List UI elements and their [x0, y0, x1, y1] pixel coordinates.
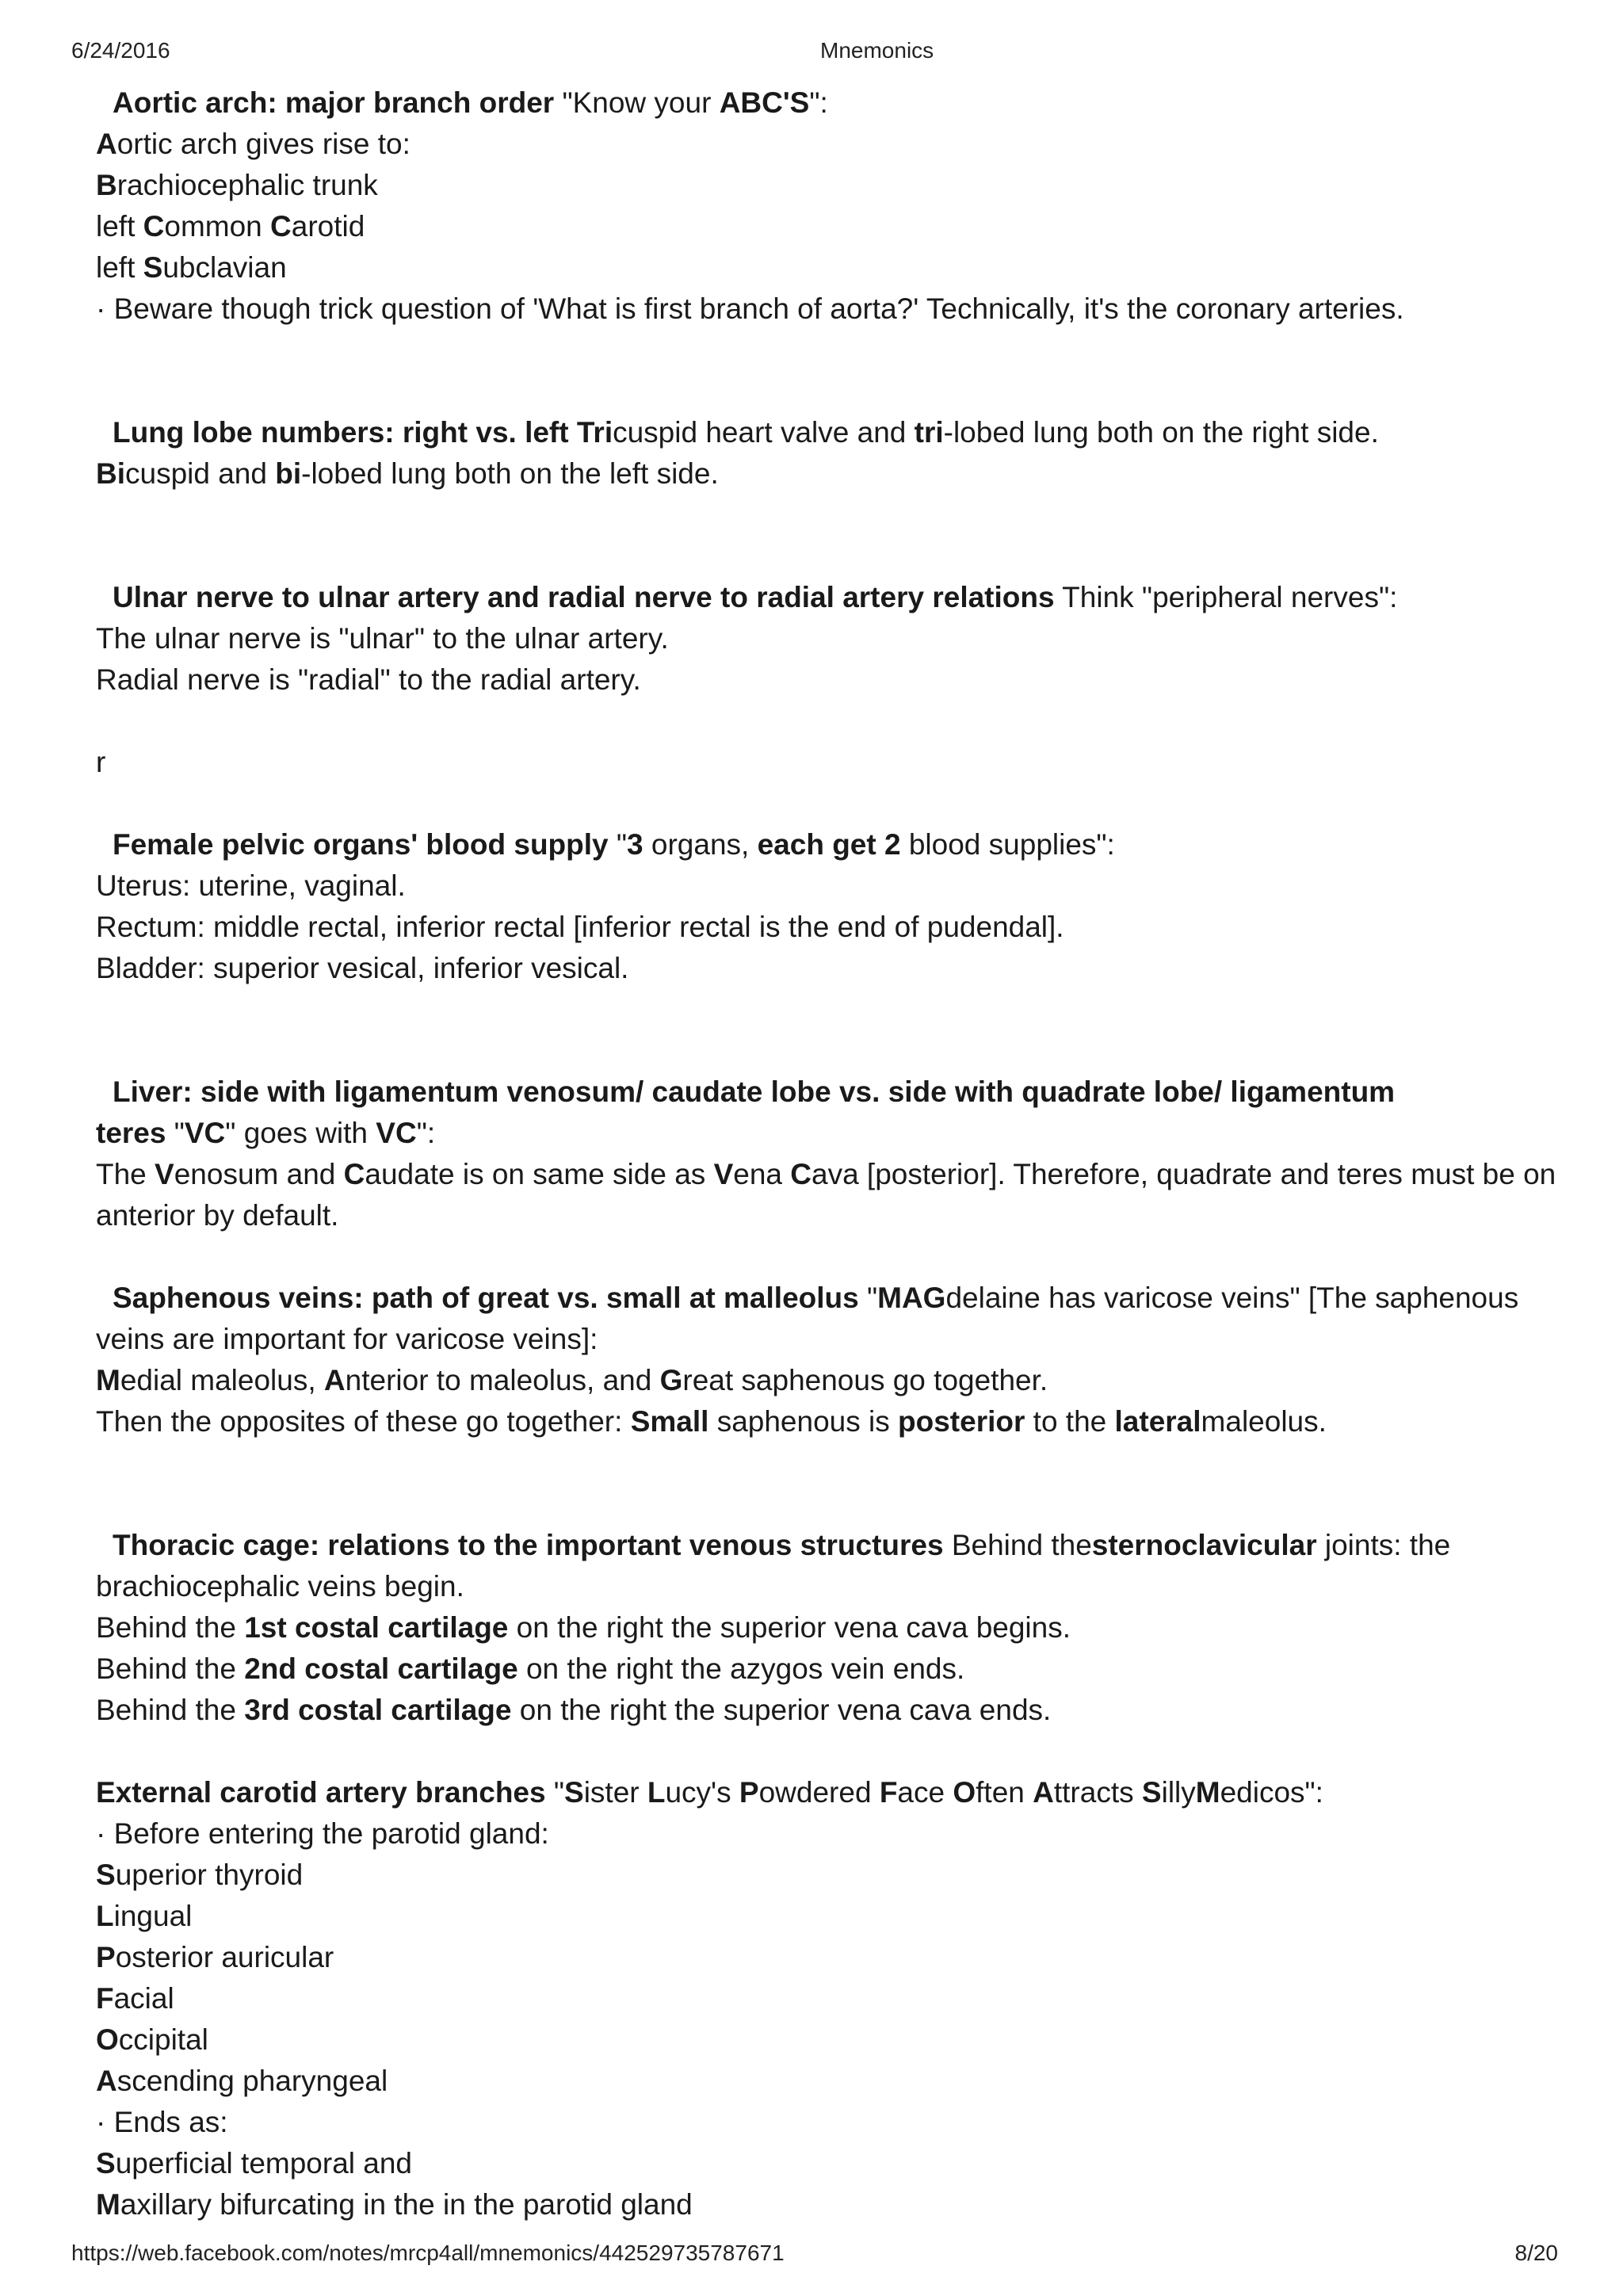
text-span: ortic arch gives rise to: — [116, 128, 411, 160]
lung-lobe-section — [96, 412, 1570, 495]
text-span: -lobed lung both on the right side. — [943, 416, 1379, 449]
text-span: uperficial temporal and — [115, 2147, 413, 2179]
text-line — [96, 2019, 1570, 2061]
text-line — [96, 453, 1570, 495]
text-line — [96, 165, 1570, 206]
text-line — [96, 1648, 1570, 1690]
bold-text: F — [879, 1776, 898, 1809]
text-span: rachiocephalic trunk — [116, 169, 378, 201]
section-heading-line — [96, 1072, 1570, 1113]
text-line — [96, 1690, 1570, 1731]
text-span: maleolus. — [1201, 1405, 1327, 1438]
text-span: on the right the azygos vein ends. — [517, 1652, 965, 1685]
text-line — [96, 1978, 1570, 2019]
text-span: uperior thyroid — [115, 1859, 304, 1891]
text-span: r — [96, 746, 106, 778]
bold-text: 1st costal cartilage — [244, 1611, 509, 1644]
bold-text: sternoclavicular — [1091, 1529, 1317, 1561]
bold-text: L — [96, 1900, 114, 1932]
text-span: Uterus: uterine, vaginal. — [96, 869, 406, 902]
text-span: Behind the — [943, 1529, 1092, 1561]
text-line — [96, 124, 1570, 165]
text-span: illy — [1161, 1776, 1196, 1809]
text-span: left — [96, 210, 143, 243]
text-line — [96, 1607, 1570, 1648]
text-span: Bladder: superior vesical, inferior vesical. — [96, 952, 629, 984]
bold-text: V — [155, 1158, 174, 1190]
text-span: Rectum: middle rectal, inferior rectal [inferior rectal is the end of pudendal]. — [96, 911, 1064, 943]
text-line — [96, 247, 1570, 288]
bold-text: P — [739, 1776, 759, 1809]
bold-text: Liver: side with ligamentum venosum/ caudate lobe vs. side with quadrate lobe/ ligamentum — [113, 1075, 1396, 1108]
text-line — [96, 1855, 1570, 1896]
text-span: cuspid and — [125, 457, 276, 490]
bold-text: B — [96, 169, 117, 201]
text-line — [96, 1896, 1570, 1937]
footer-url: https://web.facebook.com/notes/mrcp4all/mnemonics/442529735787671 — [71, 2241, 785, 2265]
bold-text: 3rd costal cartilage — [244, 1694, 512, 1726]
text-span: on the right the superior vena cava ends. — [511, 1694, 1052, 1726]
text-span: ace — [897, 1776, 953, 1809]
bold-text: A — [96, 128, 117, 160]
text-span: " goes with — [225, 1117, 376, 1149]
section-heading-line — [96, 82, 1570, 124]
text-span: -lobed lung both on the left side. — [301, 457, 719, 490]
bold-text: C — [343, 1158, 365, 1190]
text-span: scending pharyngeal — [116, 2065, 388, 2097]
text-span: delaine has varicose veins" [The saphenous — [945, 1282, 1519, 1314]
text-line — [96, 865, 1570, 907]
thoracic-cage-section — [96, 1525, 1570, 1731]
bold-text: G — [659, 1364, 683, 1396]
text-span: ": — [809, 86, 828, 119]
text-line — [96, 659, 1570, 701]
stray-text — [96, 742, 1570, 783]
bold-text: S — [564, 1776, 584, 1809]
text-line — [96, 2184, 1570, 2225]
text-span: reat saphenous go together. — [682, 1364, 1048, 1396]
text-span: "Know your — [554, 86, 720, 119]
text-line — [96, 1195, 1570, 1236]
text-span: edial maleolus, — [120, 1364, 324, 1396]
text-line — [96, 907, 1570, 948]
text-span: on the right the superior vena cava begins. — [508, 1611, 1071, 1644]
text-span: joints: the — [1316, 1529, 1451, 1561]
text-span: ommon — [164, 210, 271, 243]
bold-text: posterior — [898, 1405, 1025, 1438]
bold-text: C — [270, 210, 292, 243]
bold-text: each get 2 — [757, 828, 901, 861]
text-span: veins are important for varicose veins]: — [96, 1323, 598, 1355]
bold-text: M — [96, 1364, 120, 1396]
bold-text: P — [96, 1941, 116, 1973]
section-heading-line — [96, 1525, 1570, 1566]
text-span: " — [545, 1776, 564, 1809]
text-span: ubclavian — [162, 251, 287, 284]
text-span: ften — [976, 1776, 1033, 1809]
bold-text: Female pelvic organs' blood supply — [113, 828, 609, 861]
text-span: nterior to maleolus, and — [345, 1364, 660, 1396]
bold-text: O — [96, 2023, 119, 2056]
bold-text: lateral — [1114, 1405, 1201, 1438]
bold-text: ABC'S — [719, 86, 810, 119]
section-heading-line — [96, 824, 1570, 865]
header-title: Mnemonics — [820, 38, 934, 63]
bold-text: F — [96, 1982, 114, 2015]
text-line — [96, 948, 1570, 989]
text-span: " — [608, 828, 628, 861]
text-span: ": — [416, 1117, 436, 1149]
bold-text: tri — [914, 416, 944, 449]
text-span: edicos": — [1220, 1776, 1323, 1809]
text-span: ingual — [113, 1900, 193, 1932]
text-span: saphenous is — [708, 1405, 899, 1438]
text-span: Radial nerve is "radial" to the radial artery. — [96, 663, 641, 696]
bold-text: teres — [96, 1117, 166, 1149]
text-span: brachiocephalic veins begin. — [96, 1570, 464, 1603]
section-heading-line — [96, 742, 1570, 783]
text-span: enosum and — [174, 1158, 344, 1190]
text-line — [96, 1154, 1570, 1195]
bold-text: MAG — [877, 1282, 946, 1314]
text-line — [96, 1813, 1570, 1855]
bold-text: V — [713, 1158, 734, 1190]
bold-text: S — [143, 251, 163, 284]
bold-text: 3 — [627, 828, 643, 861]
external-carotid-section — [96, 1772, 1570, 2225]
bold-text: O — [953, 1776, 976, 1809]
text-span: left — [96, 251, 143, 284]
text-span: · Ends as: — [96, 2106, 228, 2138]
text-line — [96, 1319, 1570, 1360]
text-span: ena — [733, 1158, 791, 1190]
bold-text: M — [96, 2188, 120, 2221]
saphenous-section — [96, 1278, 1570, 1442]
bold-text: A — [1033, 1776, 1054, 1809]
text-line — [96, 1937, 1570, 1978]
bold-text: Lung lobe numbers: right vs. left — [113, 416, 577, 449]
liver-section — [96, 1072, 1570, 1236]
bold-text: S — [96, 2147, 116, 2179]
text-span: arotid — [291, 210, 365, 243]
bold-text: M — [1195, 1776, 1220, 1809]
text-span: The ulnar nerve is "ulnar" to the ulnar artery. — [96, 622, 669, 655]
text-span: · Beware though trick question of 'What is first branch of aorta?' Technically, it's the coronary arteries. — [96, 292, 1404, 325]
text-span: · Before entering the parotid gland: — [96, 1817, 549, 1850]
text-line — [96, 206, 1570, 247]
text-span: Behind the — [96, 1611, 245, 1644]
section-heading-line — [96, 1278, 1570, 1319]
text-span: cuspid heart valve and — [613, 416, 915, 449]
text-span: " — [858, 1282, 878, 1314]
text-span: organs, — [643, 828, 758, 861]
bold-text: S — [1141, 1776, 1162, 1809]
text-span: ister — [583, 1776, 647, 1809]
bold-text: C — [790, 1158, 812, 1190]
bold-text: Bi — [96, 457, 125, 490]
bold-text: Small — [630, 1405, 709, 1438]
text-span: Behind the — [96, 1652, 245, 1685]
bold-text: External carotid artery branches — [96, 1776, 546, 1809]
text-span: owdered — [758, 1776, 880, 1809]
text-span: anterior by default. — [96, 1199, 339, 1232]
bold-text: S — [96, 1859, 116, 1891]
bold-text: 2nd costal cartilage — [244, 1652, 518, 1685]
text-span: ccipital — [118, 2023, 208, 2056]
text-line — [96, 1360, 1570, 1401]
text-span: ttracts — [1053, 1776, 1142, 1809]
bold-text: Tri — [576, 416, 613, 449]
footer-page-number: 8/20 — [1514, 2241, 1558, 2265]
text-span: Then the opposites of these go together: — [96, 1405, 631, 1438]
section-heading-line — [96, 577, 1570, 618]
text-span: The — [96, 1158, 155, 1190]
document-body — [96, 82, 1570, 2225]
bold-text: Ulnar nerve to ulnar artery and radial nerve to radial artery relations — [113, 581, 1055, 613]
text-span: to the — [1025, 1405, 1115, 1438]
bold-text: C — [143, 210, 165, 243]
header-date: 6/24/2016 — [71, 38, 170, 63]
text-span: blood supplies": — [900, 828, 1115, 861]
section-heading-line — [96, 1772, 1570, 1813]
text-span: ucy's — [665, 1776, 739, 1809]
bold-text: Saphenous veins: path of great vs. small at malleolus — [113, 1282, 859, 1314]
text-line — [96, 618, 1570, 659]
bold-text: bi — [275, 457, 302, 490]
aortic-arch-section — [96, 82, 1570, 330]
text-span: axillary bifurcating in the in the parotid gland — [120, 2188, 693, 2221]
text-line — [96, 1113, 1570, 1154]
section-heading-line — [96, 412, 1570, 453]
bold-text: L — [647, 1776, 666, 1809]
text-line — [96, 1401, 1570, 1442]
text-span: Think "peripheral nerves": — [1054, 581, 1398, 613]
bold-text: A — [96, 2065, 117, 2097]
bold-text: VC — [184, 1117, 226, 1149]
pelvic-blood-supply-section — [96, 824, 1570, 989]
text-span: ava [posterior]. Therefore, quadrate and teres must be on — [812, 1158, 1556, 1190]
text-span: Behind the — [96, 1694, 245, 1726]
text-span: " — [166, 1117, 185, 1149]
bold-text: Aortic arch: major branch order — [113, 86, 555, 119]
text-line — [96, 2102, 1570, 2143]
text-line — [96, 2061, 1570, 2102]
ulnar-radial-section — [96, 577, 1570, 701]
text-span: osterior auricular — [115, 1941, 334, 1973]
bold-text: VC — [376, 1117, 417, 1149]
text-span: audate is on same side as — [365, 1158, 714, 1190]
bold-text: A — [323, 1364, 346, 1396]
bold-text: Thoracic cage: relations to the important venous structures — [113, 1529, 944, 1561]
text-line — [96, 288, 1570, 330]
text-span: acial — [113, 1982, 174, 2015]
text-line — [96, 2143, 1570, 2184]
text-line — [96, 1566, 1570, 1607]
